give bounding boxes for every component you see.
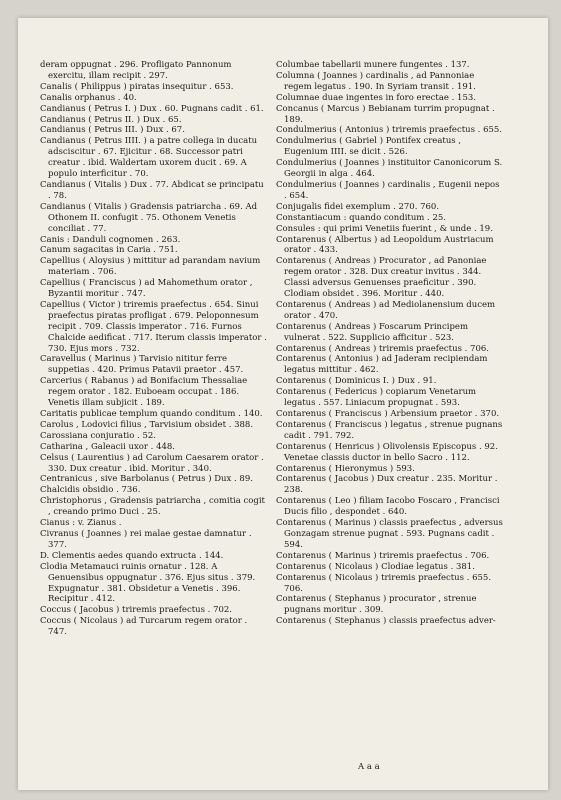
index-entry: D. Clementis aedes quando extructa . 144.: [40, 550, 224, 561]
index-entry: Contarenus ( Marinus ) classis praefectus , adversus Gonzagam strenue pugnat . 593. Pugnans cadit . 594.: [276, 518, 503, 550]
index-entry: Contarenus ( Nicolaus ) triremis praefectus . 655. 706.: [276, 572, 492, 594]
index-entry: Contarenus ( Henricus ) Olivolensis Episcopus . 92. Venetae classis ductor in bello Sacro . 112.: [276, 441, 498, 463]
index-entry: Carossiana conjuratio . 52.: [40, 430, 156, 441]
index-entry: Condulmerius ( Gabriel ) Pontifex creatus , Eugenium IIII. se dicit . 526.: [276, 136, 462, 158]
index-entry: Carcerius ( Rabanus ) ad Bonifacium Thessaliae regem orator . 182. Euboeam occupat . 186. Venetis illam subjicit . 189.: [40, 376, 248, 409]
index-entry: Conjugalis fidei exemplum . 270. 760.: [276, 201, 440, 212]
index-entry: Contarenus ( Franciscus ) Arbensium praetor . 370.: [276, 409, 500, 419]
index-entry: Celsus ( Laurentius ) ad Carolum Caesarem orator . 330. Dux creatur . ibid. Moritur . 340.: [40, 452, 264, 474]
index-entry: Canis : Danduli cognomen . 263.: [40, 234, 181, 245]
index-entry: deram oppugnat . 296. Profligato Pannonum exercitu, illam recipit . 297.: [40, 60, 232, 81]
book-page: [18, 18, 548, 790]
index-entry: Contarenus ( Andreas ) triremis praefectus . 706.: [276, 343, 489, 354]
index-entry: Concanus ( Marcus ) Bebianam turrim propugnat . 189.: [276, 103, 495, 125]
index-entry: Catharina , Galeacii uxor . 448.: [40, 441, 176, 452]
index-entry: Capellius ( Aloysius ) mittitur ad parandam navium materiam . 706.: [40, 256, 261, 278]
index-entry: Candianus ( Petrus I. ) Dux . 60. Pugnans cadit . 61.: [40, 103, 264, 114]
index-entry: Clodia Metamauci ruinis ornatur . 128. A Genuensibus oppugnatur . 376. Ejus situs . 379. Expugnatur . 381. Obsidetur a Venetis . 396. Recipitur . 412.: [40, 561, 256, 605]
index-entry: Contarenus ( Andreas ) Foscarum Principem vulnerat . 522. Supplicio afficitur . 523.: [276, 321, 469, 343]
index-entry: Civranus ( Joannes ) rei malae gestae damnatur . 377.: [40, 528, 252, 550]
index-entry: Contarenus ( Jacobus ) Dux creatur . 235. Moritur . 238.: [276, 474, 498, 496]
index-entry: Contarenus ( Albertus ) ad Leopoldum Austriacum orator . 433.: [276, 234, 494, 256]
signature-mark: A a a: [358, 762, 380, 772]
index-entry: Contarenus ( Hieronymus ) 593.: [276, 463, 415, 474]
index-entry: Condulmerius ( Joannes ) cardinalis , Eugenii nepos . 654.: [276, 179, 500, 201]
index-entry: Candianus ( Petrus III. ) Dux . 67.: [40, 125, 185, 136]
index-entry: Coccus ( Jacobus ) triremis praefectus . 702.: [40, 605, 233, 616]
index-entry: Carolus , Lodovici filius , Tarvisium obsidet . 388.: [40, 419, 254, 430]
index-entry: Constantiacum : quando conditum . 25.: [276, 212, 446, 223]
index-entry: Contarenus ( Nicolaus ) Clodiae legatus . 381.: [276, 561, 475, 572]
index-entry: Contarenus ( Stephanus ) procurator , strenue pugnans moritur . 309.: [276, 594, 477, 616]
index-entry: Centranicus , sive Barbolanus ( Petrus ) Dux . 89.: [40, 474, 253, 485]
index-entry: Christophorus , Gradensis patriarcha , comitia cogit , creando primo Duci . 25.: [40, 496, 265, 518]
index-entry: Caravellus ( Marinus ) Tarvisio nititur ferre suppetias . 420. Primus Patavii praetor . 457.: [40, 354, 244, 376]
index-entry: Candianus ( Vitalis ) Dux . 77. Abdicat se principatu . 78.: [40, 179, 264, 201]
index-entry: Condulmerius ( Joannes ) instituitor Canonicorum S. Georgii in alga . 464.: [276, 158, 503, 180]
index-entry: Canum sagacitas in Caria . 751.: [40, 245, 178, 256]
index-entry: Condulmerius ( Antonius ) triremis praefectus . 655.: [276, 125, 503, 136]
index-entry: Contarenus ( Dominicus I. ) Dux . 91.: [276, 376, 437, 387]
index-entry: Contarenus ( Stephanus ) classis praefectus adver-: [276, 616, 496, 627]
index-entry: Columnae duae ingentes in foro erectae . 153.: [276, 92, 476, 103]
index-entry: Contarenus ( Marinus ) triremis praefectus . 706.: [276, 550, 490, 561]
index-entry: Candianus ( Petrus II. ) Dux . 65.: [40, 114, 182, 125]
index-entry: Consules : qui primi Venetiis fuerint , & unde . 19.: [276, 223, 493, 234]
index-entry: Contarenus ( Leo ) filiam Iacobo Foscaro , Francisci Ducis filio , despondet . 640.: [276, 496, 500, 518]
index-entry: Candianus ( Vitalis ) Gradensis patriarcha . 69. Ad Othonem II. confugit . 75. Othonem Venetis conciliat . 77.: [40, 201, 258, 234]
index-entry: Contarenus ( Franciscus ) legatus , strenue pugnans cadit . 791. 792.: [276, 419, 503, 441]
index-entry: Contarenus ( Antonius ) ad Jaderam recipiendam legatus mittitur . 462.: [276, 354, 488, 376]
index-entry: Columbae tabellarii munere fungentes . 137.: [276, 60, 470, 70]
index-entry: Capellius ( Victor ) triremis praefectus . 654. Sinui praefectus piratas profligat . 679. Peloponnesum recipit . 709. Classis imperator . 716. Furnos Chalcide aedificat . 717. Iterum classis imperator . 730. Ejus mors . 732.: [40, 299, 267, 354]
index-entry: Contarenus ( Federicus ) copiarum Venetarum legatus . 557. Liniacum propugnat . 593.: [276, 387, 477, 409]
index-entry: Candianus ( Petrus IIII. ) a patre collega in ducatu adsciscitur . 67. Ejicitur . 68. Successor patri creatur . ibid. Waldertam uxorem ducit . 69. A populo interficitur . 70.: [40, 136, 258, 180]
index-column-right: [276, 60, 504, 627]
index-entry: Columna ( Joannes ) cardinalis , ad Pannoniae regem legatus . 190. In Syriam transit . 191.: [276, 70, 476, 92]
index-entry: Chalcidis obsidio . 736.: [40, 485, 141, 496]
index-entry: Cianus : v. Zianus .: [40, 518, 122, 529]
index-entry: Contarenus ( Andreas ) ad Mediolanensium ducem orator . 470.: [276, 299, 496, 321]
index-entry: Contarenus ( Andreas ) Procurator , ad Panoniae regem orator . 328. Dux creatur invitus . 344. Classi adversus Genuenses praeficitur . 390. Clodiam obsidet . 396. Moritur . 440.: [276, 256, 487, 300]
index-entry: Capellius ( Franciscus ) ad Mahomethum orator , Byzantii moritur . 747.: [40, 278, 253, 300]
index-entry: Caritatis publicae templum quando conditum . 140.: [40, 409, 263, 419]
index-entry: Canalis ( Philippus ) piratas insequitur . 653.: [40, 81, 234, 92]
index-entry: Canalis orphanus . 40.: [40, 92, 137, 103]
index-column-left: [40, 60, 268, 638]
index-entry: Coccus ( Nicolaus ) ad Turcarum regem orator . 747.: [40, 616, 248, 638]
